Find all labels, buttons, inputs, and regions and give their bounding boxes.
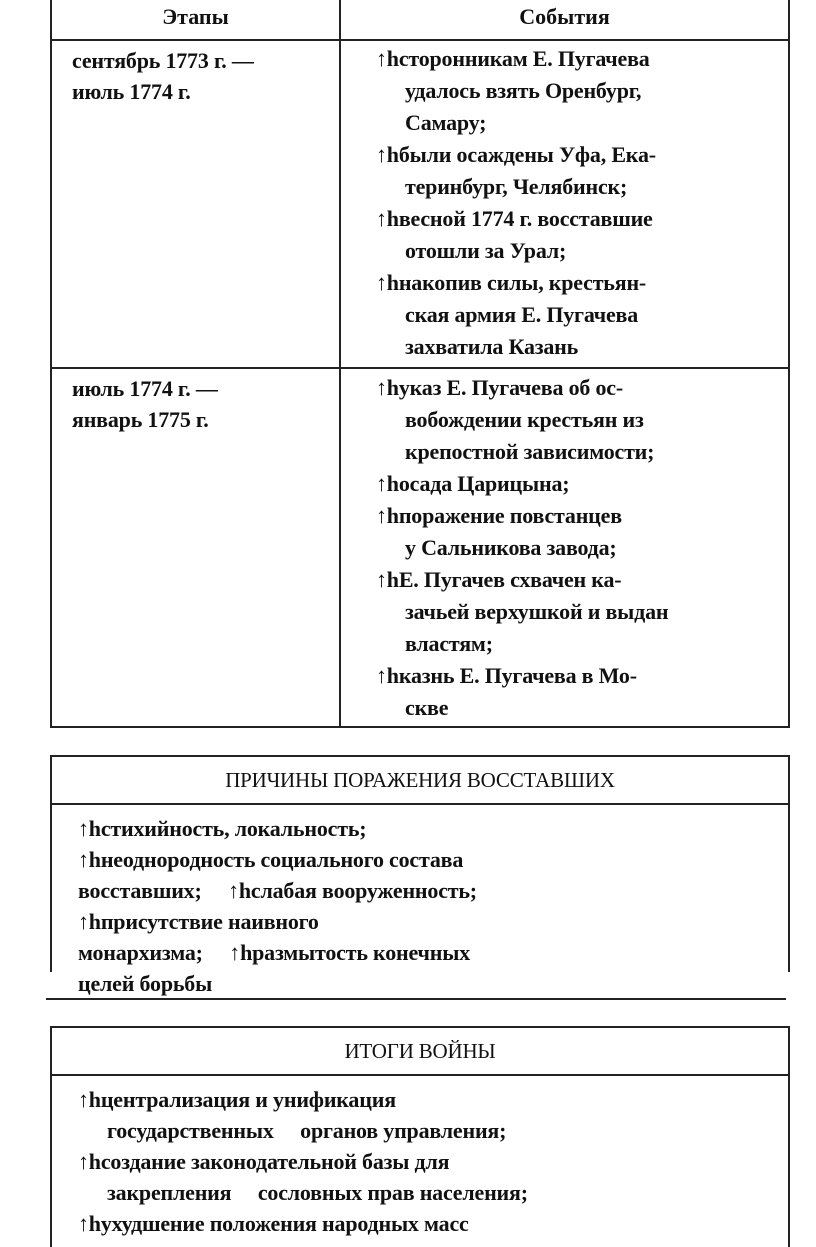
event-line: зачьей верхушкой и выдан xyxy=(405,599,669,624)
result-line: государственных органов управления; xyxy=(107,1118,507,1143)
period-line: сентябрь 1773 г. — xyxy=(72,48,254,73)
event-line: удалось взять Оренбург, xyxy=(405,78,642,103)
cause-line: восставших; ↑hслабая вооруженность; xyxy=(78,878,477,903)
column-header-stages: Этапы xyxy=(162,4,229,29)
event-line: ↑hЕ. Пугачев схвачен ка- xyxy=(376,567,622,592)
event-item xyxy=(376,139,776,203)
result-line: закрепления сословных прав населения; xyxy=(107,1180,528,1205)
event-item xyxy=(376,564,776,660)
event-line: ↑hосада Царицына; xyxy=(376,471,570,496)
column-divider xyxy=(339,0,341,726)
war-results-body xyxy=(52,1076,788,1239)
event-line: Самару; xyxy=(405,110,487,135)
period-line: июль 1774 г. — xyxy=(72,376,218,401)
event-line: ↑hнакопив силы, крестьян- xyxy=(376,270,647,295)
events-list xyxy=(376,43,776,363)
event-item xyxy=(376,372,776,468)
defeat-causes-box xyxy=(50,755,790,996)
event-line: теринбург, Челябинск; xyxy=(405,174,628,199)
event-line: ↑hсторонникам Е. Пугачева xyxy=(376,46,650,71)
period-cell xyxy=(72,373,312,435)
defeat-causes-title: ПРИЧИНЫ ПОРАЖЕНИЯ ВОССТАВШИХ xyxy=(52,757,788,805)
event-line: отошли за Урал; xyxy=(405,238,567,263)
column-header-events: События xyxy=(519,4,610,29)
period-line: январь 1775 г. xyxy=(72,407,209,432)
event-line: скве xyxy=(405,695,449,720)
event-line: ская армия Е. Пугачева xyxy=(405,302,639,327)
cause-line: целей борьбы xyxy=(78,971,213,996)
event-item xyxy=(376,267,776,363)
event-line: властям; xyxy=(405,631,493,656)
event-line: у Сальникова завода; xyxy=(405,535,617,560)
event-line: захватила Казань xyxy=(405,334,579,359)
cause-line: ↑hнеоднородность социального состава xyxy=(78,847,464,872)
event-line: крепостной зависимости; xyxy=(405,439,655,464)
result-line: ↑hсоздание законодательной базы для xyxy=(78,1149,450,1174)
cause-line: монархизма; ↑hразмытость конечных xyxy=(78,940,470,965)
event-line: ↑hуказ Е. Пугачева об ос- xyxy=(376,375,623,400)
event-line: ↑hвесной 1774 г. восставшие xyxy=(376,206,653,231)
row-divider xyxy=(52,367,788,369)
stages-table xyxy=(50,0,790,728)
event-item xyxy=(376,43,776,139)
event-line: ↑hпоражение повстанцев xyxy=(376,503,622,528)
defeat-causes-body xyxy=(52,805,788,999)
separator-line xyxy=(46,998,786,1000)
war-results-box xyxy=(50,1026,790,1247)
event-item xyxy=(376,500,776,564)
cause-line: ↑hприсутствие наивного xyxy=(78,909,319,934)
event-item xyxy=(376,660,776,724)
event-item xyxy=(376,203,776,267)
period-cell xyxy=(72,45,312,107)
result-line: ↑hухудшение положения народных масс xyxy=(78,1211,469,1236)
result-line: ↑hцентрализация и унификация xyxy=(78,1087,396,1112)
event-line: вобождении крестьян из xyxy=(405,407,644,432)
header-divider xyxy=(52,39,788,41)
period-line: июль 1774 г. xyxy=(72,79,191,104)
event-item xyxy=(376,468,776,500)
event-line: ↑hказнь Е. Пугачева в Мо- xyxy=(376,663,637,688)
cause-line: ↑hстихийность, локальность; xyxy=(78,816,367,841)
war-results-title: ИТОГИ ВОЙНЫ xyxy=(52,1028,788,1076)
events-list xyxy=(376,372,776,724)
event-line: ↑hбыли осаждены Уфа, Ека- xyxy=(376,142,656,167)
